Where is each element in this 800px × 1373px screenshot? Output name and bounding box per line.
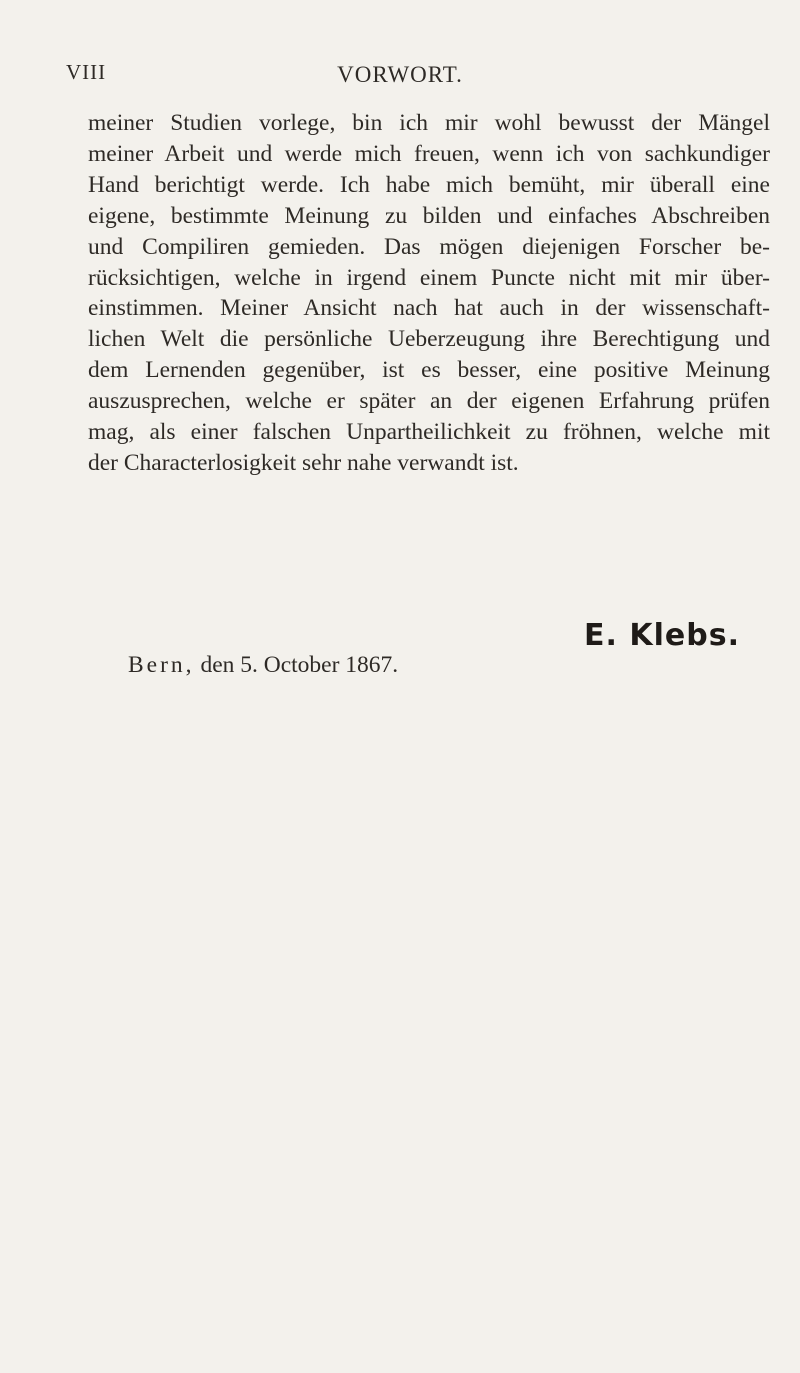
text-line: mag, als einer falschen Unpartheilichkeit zu fröhnen, welche mit — [88, 419, 770, 446]
place-date-line — [128, 650, 398, 680]
author-signature: E. Klebs. — [584, 618, 740, 653]
place: Bern, — [128, 652, 195, 678]
date: den 5. October 1867. — [200, 652, 399, 678]
page-number: VIII — [66, 60, 107, 84]
text-line: auszusprechen, welche er später an der eigenen Erfahrung prüfen — [88, 388, 770, 415]
text-line: einstimmen. Meiner Ansicht nach hat auch in der wissenschaft- — [88, 295, 770, 322]
text-line: meiner Studien vorlege, bin ich mir wohl bewusst der Mängel — [88, 110, 770, 136]
text-line: dem Lernenden gegenüber, ist es besser, eine positive Meinung — [88, 357, 770, 384]
text-line: Hand berichtigt werde. Ich habe mich bemüht, mir überall eine — [88, 171, 770, 198]
text-line-last: der Characterlosigkeit sehr nahe verwandt ist. — [88, 449, 519, 476]
text-line: rücksichtigen, welche in irgend einem Puncte nicht mit mir über- — [88, 264, 770, 291]
running-head-title: VORWORT. — [337, 62, 463, 87]
preface-body — [88, 108, 770, 479]
text-line: und Compiliren gemieden. Das mögen diejenigen Forscher be- — [88, 233, 770, 260]
text-line: eigene, bestimmte Meinung zu bilden und einfaches Abschreiben — [88, 202, 770, 229]
text-line: lichen Welt die persönliche Ueberzeugung ihre Berechtigung und — [88, 326, 770, 353]
text-line: meiner Arbeit und werde mich freuen, wenn ich von sachkundiger — [88, 140, 770, 167]
